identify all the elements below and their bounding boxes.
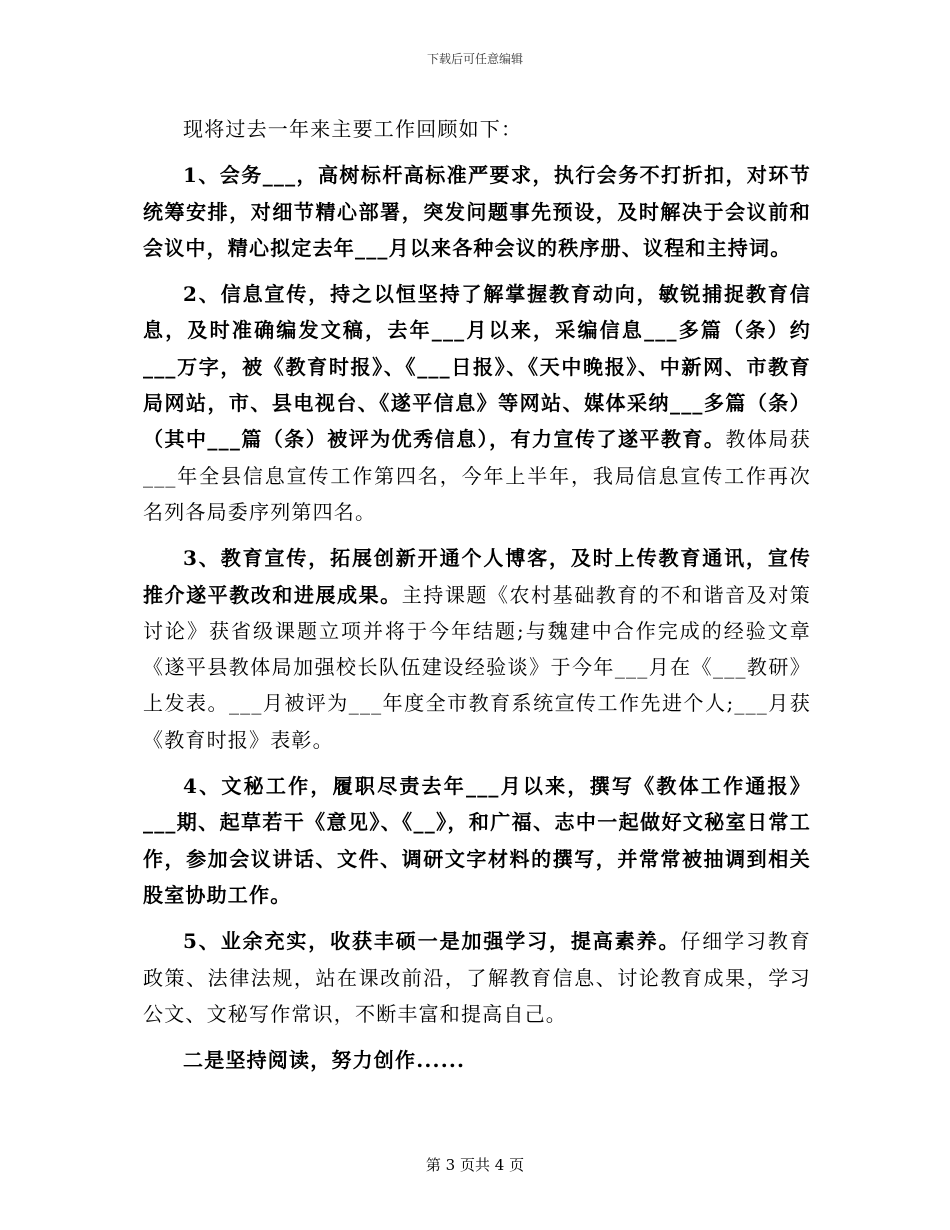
paragraph-bold-text: 2、信息宣传，持之以恒坚持了解掌握教育动向，敏锐捕捉教育信息，及时准确编发文稿，去年___月以来，采编信息___多篇（条）约___万字，被《教育时报》、《___日报》、《天中晚报》、中新网、市教育局网站，市、县电视台、《遂平信息》等网站、媒体采纳___多篇（条）（其中___篇（条）被评为优秀信息），有力宣传了遂平教育。 [143, 282, 811, 452]
paragraph-intro [143, 111, 811, 147]
paragraph-text: 主持课题《农村基础教育的不和谐音及对策讨论》获省级课题立项并将于今年结题;与魏建中合作完成的经验文章《遂平县教体局加强校长队伍建设经验谈》于今年___月在《___教研》上发表。___月被评为___年度全市教育系统宣传工作先进个人;___月获《教育时报》表彰。 [143, 582, 811, 752]
paragraph-reading [143, 1042, 811, 1078]
paragraph-information [143, 276, 811, 530]
document-body [143, 111, 811, 1088]
paragraph-spare-time [143, 923, 811, 1032]
paragraph-meetings [143, 157, 811, 266]
page-footer: 第 3 页共 4 页 [425, 1156, 525, 1174]
paragraph-text: 教体局获___年全县信息宣传工作第四名，今年上半年，我局信息宣传工作再次名列各局委序列第四名。 [143, 427, 811, 524]
page-header: 下载后可任意编辑 [426, 52, 523, 66]
paragraph-bold-text: 3、教育宣传，拓展创新开通个人博客，及时上传教育通讯，宣传推介遂平教改和进展成果。 [143, 546, 811, 607]
paragraph-bold-text: 1、会务___，高树标杆高标准严要求，执行会务不打折扣，对环节统筹安排，对细节精心部署，突发问题事先预设，及时解决于会议前和会议中，精心拟定去年___月以来各种会议的秩序册、议程和主持词。 [143, 163, 811, 260]
paragraph-bold-text: 5、业余充实，收获丰硕一是加强学习，提高素养。 [183, 929, 681, 954]
paragraph-bold-text: 4、文秘工作，履职尽责去年___月以来，撰写《教体工作通报》___期、起草若干《意见》、《__》，和广福、志中一起做好文秘室日常工作，参加会议讲话、文件、调研文字材料的撰写，并常常被抽调到相关股室协助工作。 [143, 774, 811, 907]
paragraph-secretarial [143, 768, 811, 913]
paragraph-text: 仔细学习教育政策、法律法规，站在课改前沿，了解教育信息、讨论教育成果，学习公文、文秘写作常识，不断丰富和提高自己。 [143, 929, 812, 1026]
paragraph-bold-text: 二是坚持阅读，努力创作...... [183, 1048, 466, 1073]
paragraph-publicity [143, 540, 811, 758]
paragraph-text: 现将过去一年来主要工作回顾如下： [183, 117, 523, 141]
